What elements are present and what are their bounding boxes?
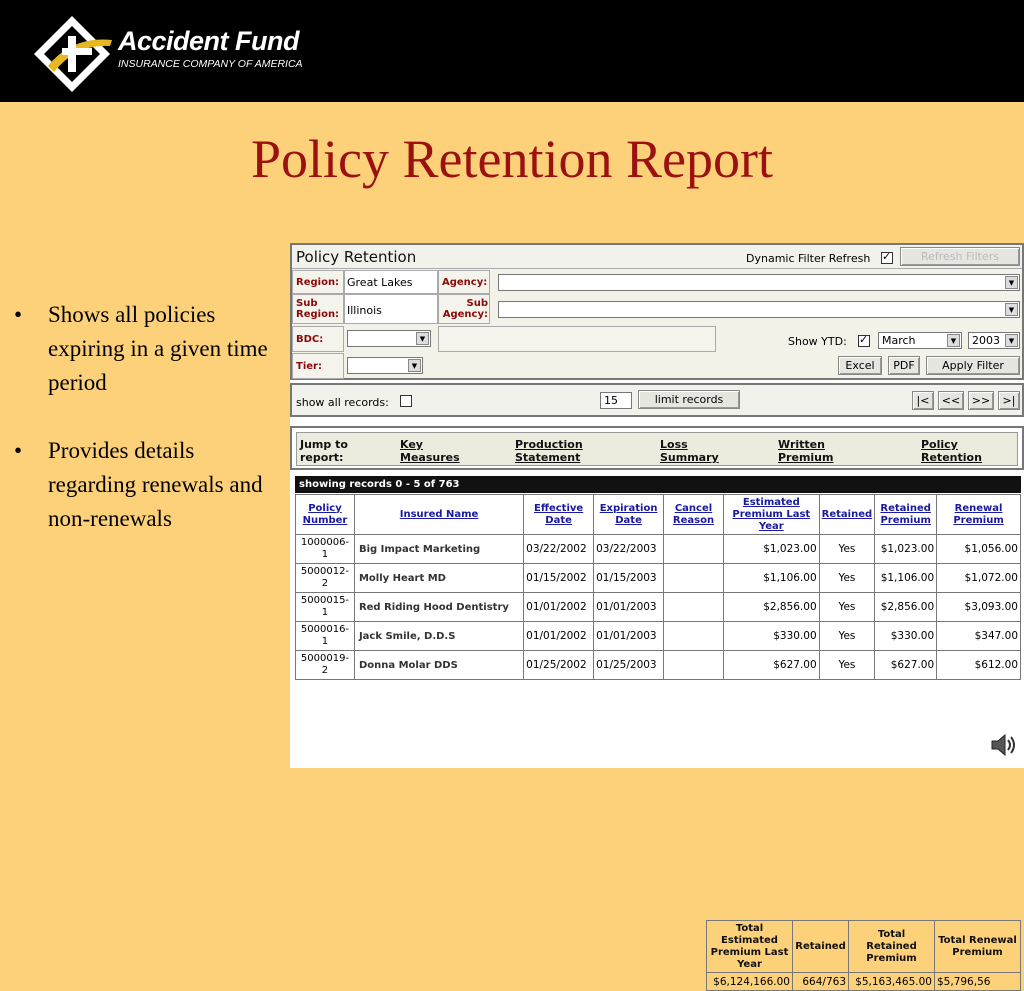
agency-label: Agency: <box>442 277 488 288</box>
expiration-date: 01/25/2003 <box>594 651 664 680</box>
retained-premium: $1,023.00 <box>875 535 937 564</box>
bdc-spacer <box>438 326 716 352</box>
renewal-premium: $1,056.00 <box>937 535 1021 564</box>
cancel-reason <box>664 564 724 593</box>
bdc-label: BDC: <box>296 334 324 345</box>
chevron-down-icon: ▼ <box>416 332 429 345</box>
excel-button[interactable]: Excel <box>838 356 882 375</box>
total-retained-premium-header: Total Retained Premium <box>849 921 935 973</box>
cancel-reason <box>664 593 724 622</box>
brand-subtitle: INSURANCE COMPANY OF AMERICA <box>118 58 303 70</box>
effective-date: 03/22/2002 <box>524 535 594 564</box>
chevron-down-icon: ▼ <box>1005 334 1018 347</box>
est-premium: $2,856.00 <box>723 593 819 622</box>
col-policy-number[interactable]: Policy Number <box>296 495 355 535</box>
table-row[interactable] <box>296 651 1021 680</box>
totals-header-row <box>707 921 1021 973</box>
month-select[interactable] <box>878 332 962 349</box>
est-premium: $1,023.00 <box>723 535 819 564</box>
report-area <box>293 476 1021 988</box>
total-renewal-premium-header: Total Renewal Premium <box>935 921 1021 973</box>
bullet-item <box>12 434 282 536</box>
expiration-date: 01/01/2003 <box>594 622 664 651</box>
bullet-text: Provides details regarding renewals and non-renewals <box>48 438 263 531</box>
bullet-dot-icon: • <box>14 438 23 463</box>
bullet-dot-icon: • <box>14 302 23 327</box>
retained-premium: $627.00 <box>875 651 937 680</box>
month-value: March <box>882 334 916 347</box>
limit-records-button[interactable]: limit records <box>638 390 740 409</box>
table-header-row <box>296 495 1021 535</box>
prev-page-button[interactable]: << <box>938 391 964 410</box>
retained: Yes <box>819 622 875 651</box>
effective-date: 01/01/2002 <box>524 593 594 622</box>
est-premium: $1,106.00 <box>723 564 819 593</box>
col-insured-name[interactable]: Insured Name <box>354 495 523 535</box>
bullet-item <box>12 298 282 400</box>
renewal-premium: $1,072.00 <box>937 564 1021 593</box>
cancel-reason <box>664 535 724 564</box>
jump-inner <box>296 432 1018 466</box>
panel-title: Policy Retention <box>296 248 417 266</box>
table-row[interactable] <box>296 622 1021 651</box>
policy-number: 5000016-1 <box>296 622 355 651</box>
col-retained[interactable]: Retained <box>819 495 875 535</box>
speaker-icon[interactable] <box>988 730 1018 760</box>
filter-panel <box>290 243 1024 380</box>
jump-written-premium-link[interactable]: Written Premium <box>778 438 834 464</box>
effective-date: 01/15/2002 <box>524 564 594 593</box>
jump-to-report <box>290 426 1024 470</box>
expiration-date: 01/15/2003 <box>594 564 664 593</box>
show-ytd-label: Show YTD: <box>788 335 847 348</box>
col-effective-date[interactable]: Effective Date <box>524 495 594 535</box>
renewal-premium: $3,093.00 <box>937 593 1021 622</box>
jump-key-measures-link[interactable]: Key Measures <box>400 438 460 464</box>
totals-table <box>706 920 1021 991</box>
retained: Yes <box>819 564 875 593</box>
bdc-select[interactable] <box>347 330 431 347</box>
dynamic-filter-checkbox[interactable] <box>881 252 893 264</box>
total-renewal-premium: $5,796,56 <box>935 973 1021 991</box>
table-row[interactable] <box>296 535 1021 564</box>
header-bar <box>0 0 1024 102</box>
policy-number: 1000006-1 <box>296 535 355 564</box>
totals-row <box>707 973 1021 991</box>
tier-label: Tier: <box>296 361 322 372</box>
tier-select[interactable] <box>347 357 423 374</box>
total-retained: 664/763 <box>793 973 849 991</box>
effective-date: 01/01/2002 <box>524 622 594 651</box>
policy-number: 5000019-2 <box>296 651 355 680</box>
policy-number: 5000012-2 <box>296 564 355 593</box>
table-row[interactable] <box>296 593 1021 622</box>
retention-table <box>295 494 1021 680</box>
next-page-button[interactable]: >> <box>968 391 994 410</box>
table-row[interactable] <box>296 564 1021 593</box>
expiration-date: 01/01/2003 <box>594 593 664 622</box>
brand-name: Accident Fund <box>118 26 299 56</box>
col-renewal-premium[interactable]: Renewal Premium <box>937 495 1021 535</box>
panel-header <box>292 245 1022 269</box>
total-est-premium-header: Total Estimated Premium Last Year <box>707 921 793 973</box>
chevron-down-icon: ▼ <box>408 359 421 372</box>
table-body <box>296 535 1021 680</box>
est-premium: $627.00 <box>723 651 819 680</box>
dynamic-filter-label: Dynamic Filter Refresh <box>746 252 871 265</box>
retained-premium: $1,106.00 <box>875 564 937 593</box>
last-page-button[interactable]: >| <box>998 391 1020 410</box>
bullet-list <box>12 298 282 570</box>
est-premium: $330.00 <box>723 622 819 651</box>
show-all-label: show all records: <box>296 396 389 409</box>
renewal-premium: $612.00 <box>937 651 1021 680</box>
total-est-premium: $6,124,166.00 <box>707 973 793 991</box>
insured-name: Big Impact Marketing <box>354 535 523 564</box>
jump-label: Jump to report: <box>300 438 348 464</box>
total-retained-header: Retained <box>793 921 849 973</box>
col-est-premium-last-year[interactable]: Estimated Premium Last Year <box>723 495 819 535</box>
region-value: Great Lakes <box>347 276 413 289</box>
policy-retention-app <box>290 243 1024 988</box>
insured-name: Donna Molar DDS <box>354 651 523 680</box>
col-retained-premium[interactable]: Retained Premium <box>875 495 937 535</box>
sub-agency-select[interactable] <box>498 301 1020 318</box>
insured-name: Red Riding Hood Dentistry <box>354 593 523 622</box>
jump-loss-summary-link[interactable]: Loss Summary <box>660 438 719 464</box>
sub-region-value: Illinois <box>347 304 382 317</box>
retained: Yes <box>819 593 875 622</box>
jump-production-statement-link[interactable]: Production Statement <box>515 438 583 464</box>
year-select[interactable] <box>968 332 1020 349</box>
brand-text <box>118 26 303 70</box>
show-all-checkbox[interactable] <box>400 395 412 407</box>
sub-agency-label: Sub Agency: <box>442 298 488 320</box>
sub-region-label: Sub Region: <box>296 298 340 320</box>
show-ytd-checkbox[interactable] <box>858 335 870 347</box>
refresh-filters-button[interactable]: Refresh Filters <box>900 247 1020 266</box>
retained: Yes <box>819 535 875 564</box>
year-value: 2003 <box>972 334 1000 347</box>
retained-premium: $330.00 <box>875 622 937 651</box>
policy-number: 5000015-1 <box>296 593 355 622</box>
chevron-down-icon: ▼ <box>947 334 960 347</box>
col-cancel-reason[interactable]: Cancel Reason <box>664 495 724 535</box>
renewal-premium: $347.00 <box>937 622 1021 651</box>
retained: Yes <box>819 651 875 680</box>
cancel-reason <box>664 651 724 680</box>
chevron-down-icon: ▼ <box>1005 303 1018 316</box>
pdf-button[interactable]: PDF <box>888 356 920 375</box>
insured-name: Molly Heart MD <box>354 564 523 593</box>
limit-input[interactable]: 15 <box>600 392 632 409</box>
region-label: Region: <box>296 277 340 288</box>
showing-records: showing records 0 - 5 of 763 <box>295 476 1021 493</box>
total-retained-premium: $5,163,465.00 <box>849 973 935 991</box>
apply-filter-button[interactable]: Apply Filter <box>926 356 1020 375</box>
chevron-down-icon: ▼ <box>1005 276 1018 289</box>
slide-title: Policy Retention Report <box>251 129 773 189</box>
insured-name: Jack Smile, D.D.S <box>354 622 523 651</box>
effective-date: 01/25/2002 <box>524 651 594 680</box>
jump-policy-retention-link[interactable]: Policy Retention <box>921 438 982 464</box>
retained-premium: $2,856.00 <box>875 593 937 622</box>
first-page-button[interactable]: |< <box>912 391 934 410</box>
agency-select[interactable] <box>498 274 1020 291</box>
cancel-reason <box>664 622 724 651</box>
expiration-date: 03/22/2003 <box>594 535 664 564</box>
bullet-text: Shows all policies expiring in a given time period <box>48 302 268 395</box>
records-bar <box>290 383 1024 417</box>
col-expiration-date[interactable]: Expiration Date <box>594 495 664 535</box>
